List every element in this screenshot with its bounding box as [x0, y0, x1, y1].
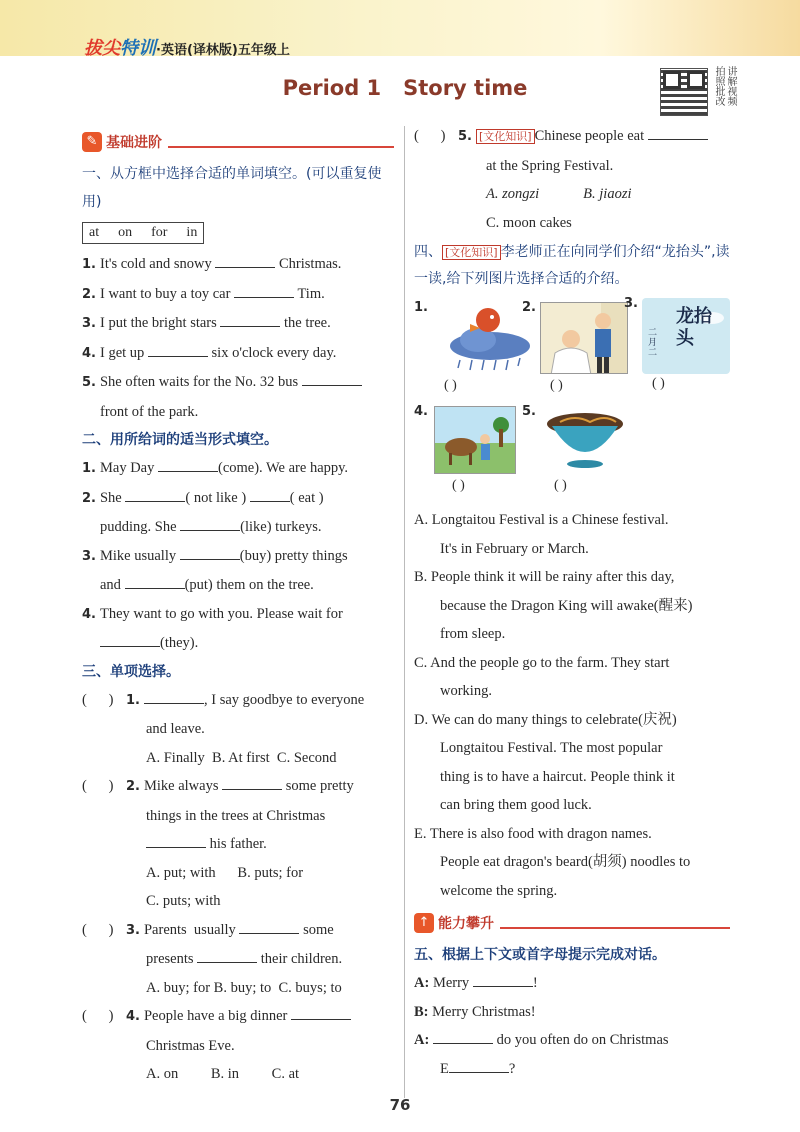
page-title: Period 1 Story time	[282, 76, 528, 100]
item-text: their children.	[260, 951, 343, 967]
item-text: and leave.	[146, 721, 205, 737]
answer-paren[interactable]: ( )	[550, 378, 563, 393]
picture-number: 1.	[414, 300, 428, 315]
section-badge-advanced	[414, 911, 730, 935]
answer-paren[interactable]: ( )	[82, 691, 114, 708]
answer-blank[interactable]	[100, 633, 160, 647]
item-text: at the Spring Festival.	[486, 157, 614, 174]
answer-blank[interactable]	[180, 546, 240, 560]
poster-date: 二月二	[648, 328, 658, 358]
poster-text: 龙抬头	[676, 306, 712, 349]
item-text: Tim.	[297, 285, 325, 302]
description-list	[414, 506, 730, 905]
answer-blank[interactable]	[197, 949, 257, 963]
item-text: ( eat )	[289, 489, 324, 506]
answer-blank[interactable]	[125, 488, 185, 502]
badge-label: 能力攀升	[438, 916, 494, 932]
item-number: 3.	[82, 548, 96, 564]
answer-paren[interactable]: ( )	[652, 376, 665, 391]
choice-question	[82, 1002, 394, 1032]
answer-blank[interactable]	[648, 126, 708, 140]
item-text: Christmas Eve.	[146, 1037, 235, 1054]
item-text: I want to buy a toy car	[99, 285, 231, 302]
item-text: Chinese people eat	[534, 128, 645, 144]
choice-question	[82, 686, 394, 716]
answer-blank[interactable]	[180, 517, 240, 531]
answer-blank[interactable]	[215, 254, 275, 268]
exercise-item	[82, 309, 394, 339]
exercise-item	[82, 629, 394, 658]
speaker: A:	[414, 975, 430, 991]
section-badge-basic	[82, 130, 394, 154]
item-number: 2.	[82, 286, 96, 302]
speaker: B:	[414, 1003, 429, 1020]
item-text: Longtaitou Festival. The most popular	[440, 740, 663, 756]
item-number: 5.	[82, 375, 96, 390]
item-text: ( not like )	[185, 489, 247, 506]
item-number: 2.	[126, 779, 140, 794]
item-text: because the Dragon King will awake(醒来)	[440, 597, 693, 614]
description-item	[414, 820, 730, 849]
section-5-heading: 五、根据上下文或首字母提示完成对话。	[414, 947, 666, 963]
qr-caption: 讲解视频 拍照批改	[713, 66, 736, 106]
item-text: (they).	[160, 635, 199, 651]
item-letter: D.	[414, 711, 429, 728]
item-text-row	[82, 830, 394, 859]
exercise-item	[82, 250, 394, 280]
item-text: the tree.	[284, 315, 331, 331]
answer-blank[interactable]	[291, 1006, 351, 1020]
brand-part-1: 拔尖	[84, 38, 120, 59]
options: A. on B. in C. at	[146, 1066, 300, 1082]
rain-dragon-image	[440, 302, 530, 374]
item-number: 4.	[82, 606, 96, 622]
badge-label: 基础进阶	[106, 135, 162, 151]
item-number: 1.	[82, 257, 96, 272]
item-number: 4.	[126, 1009, 140, 1024]
item-text: (put) them on the tree.	[184, 577, 314, 593]
answer-blank[interactable]	[144, 690, 204, 704]
item-text: It's in February or March.	[440, 540, 589, 557]
picture-number: 4.	[414, 404, 428, 419]
picture-number: 5.	[522, 404, 536, 419]
exercise-item	[82, 542, 394, 572]
item-text: presents	[146, 951, 194, 967]
culture-tag: [文化知识]	[442, 245, 501, 260]
item-text: Christmas.	[279, 256, 342, 272]
item-number: 3.	[126, 922, 140, 938]
dialogue-line	[414, 998, 730, 1027]
dialogue-line	[414, 1026, 730, 1055]
options: A. Finally B. At first C. Second	[146, 749, 337, 766]
item-number: 3.	[82, 316, 96, 331]
divider	[500, 927, 730, 929]
item-number: 4.	[82, 345, 96, 361]
exercise-item	[82, 454, 394, 484]
answer-blank[interactable]	[433, 1030, 493, 1044]
choice-question	[82, 916, 394, 946]
climb-icon: ↑	[414, 913, 434, 933]
culture-tag: [文化知识]	[476, 129, 535, 144]
exercise-item	[82, 368, 394, 398]
answer-blank[interactable]	[148, 343, 208, 357]
item-text: E	[440, 1060, 449, 1077]
item-text: from sleep.	[440, 626, 506, 642]
dialogue-line	[414, 1055, 730, 1084]
heading-text: 李老师正在向同学们介绍“龙抬头”,读一读,给下列图片选择合适的介绍。	[414, 244, 730, 287]
item-text: some	[303, 921, 334, 938]
exercise-item	[82, 571, 394, 600]
item-text: can bring them good luck.	[440, 797, 592, 813]
item-text: We can do many things to celebrate(庆祝)	[431, 711, 677, 728]
option: A. zongzi	[486, 186, 540, 202]
divider	[168, 146, 394, 148]
speaker: A:	[414, 1032, 430, 1048]
picture-number: 3.	[624, 296, 638, 311]
answer-paren[interactable]: ( )	[82, 921, 114, 938]
right-column	[414, 130, 730, 1083]
brand-part-2: 特训	[120, 38, 156, 59]
item-number: 1.	[126, 692, 140, 708]
item-text: I put the bright stars	[99, 315, 217, 331]
item-text: ?	[508, 1060, 516, 1077]
answer-blank[interactable]	[234, 284, 294, 298]
item-text: do you often do on Christmas	[496, 1032, 669, 1048]
section-4-heading	[414, 239, 730, 292]
item-text: People eat dragon's beard(胡须) noodles to	[440, 854, 691, 870]
haircut-image	[540, 302, 628, 374]
answer-paren[interactable]: ( )	[554, 478, 567, 493]
left-column	[82, 130, 394, 1089]
page-number: 76	[389, 1096, 411, 1114]
item-text: They want to go with you. Please wait for	[99, 605, 343, 622]
item-text: working.	[440, 683, 492, 699]
item-text: People have a big dinner	[143, 1008, 288, 1024]
exercise-item	[82, 339, 394, 369]
item-text: , I say goodbye to everyone	[203, 691, 365, 708]
answer-blank[interactable]	[125, 575, 185, 589]
description-item	[414, 563, 730, 592]
item-text: his father.	[209, 836, 267, 852]
item-text: Mike always	[143, 778, 219, 794]
tag-label: 文化知识	[483, 130, 528, 143]
tag-label: 文化知识	[449, 246, 494, 259]
item-text: I get up	[99, 344, 145, 361]
brand-subtitle: ·英语(译林版)五年级上	[156, 43, 290, 58]
item-number: 1.	[82, 461, 96, 476]
options: A. buy; for B. buy; to C. buys; to	[146, 979, 342, 996]
exercise-item	[82, 484, 394, 514]
answer-paren[interactable]: ( )	[82, 1008, 114, 1024]
answer-blank[interactable]	[158, 458, 218, 472]
dragon-beard-noodles-image	[540, 408, 630, 470]
item-number: 2.	[82, 490, 96, 506]
answer-blank[interactable]	[220, 313, 280, 327]
picture-number: 2.	[522, 300, 536, 315]
options-row	[414, 180, 730, 209]
item-letter: E.	[414, 825, 427, 842]
pencil-icon: ✎	[82, 132, 102, 152]
item-text: Longtaitou Festival is a Chinese festival.	[431, 512, 669, 528]
qr-code-icon[interactable]	[660, 68, 708, 116]
option: C. moon cakes	[486, 214, 572, 231]
item-text: Merry Christmas!	[432, 1003, 536, 1020]
exercise-item	[82, 280, 394, 310]
item-text: pudding. She	[100, 519, 177, 535]
answer-paren[interactable]: ( )	[452, 478, 465, 493]
item-text: (come). We are happy.	[217, 460, 349, 476]
options: A. put; with B. puts; for	[146, 864, 304, 881]
item-text: and	[100, 577, 121, 593]
section-3-heading: 三、单项选择。	[82, 663, 180, 680]
choice-question	[82, 772, 394, 802]
answer-blank[interactable]	[250, 488, 290, 502]
item-number: 5.	[458, 129, 472, 144]
answer-blank[interactable]	[302, 372, 362, 386]
item-text: thing is to have a haircut. People think it	[440, 768, 675, 785]
item-text: things in the trees at Christmas	[146, 807, 326, 824]
answer-blank[interactable]	[239, 920, 299, 934]
item-text: And the people go to the farm. They start	[430, 654, 670, 671]
answer-blank[interactable]	[449, 1059, 509, 1073]
item-text: There is also food with dragon names.	[429, 825, 652, 842]
item-text: She	[99, 489, 122, 506]
description-item	[414, 649, 730, 678]
brand	[84, 34, 290, 60]
dialogue-line	[414, 969, 730, 998]
item-text: welcome the spring.	[440, 882, 558, 899]
farming-ox-image	[434, 406, 516, 474]
answer-blank[interactable]	[222, 776, 282, 790]
item-letter: B.	[414, 569, 428, 585]
item-letter: C.	[414, 654, 428, 671]
item-letter: A.	[414, 512, 429, 528]
item-text: Mike usually	[99, 547, 177, 564]
answer-paren[interactable]: ( )	[82, 778, 114, 794]
item-text: !	[532, 975, 538, 991]
description-item	[414, 706, 730, 735]
item-text: People think it will be rainy after this day,	[430, 569, 675, 585]
column-divider	[404, 126, 405, 1098]
item-text: It's cold and snowy	[99, 256, 212, 272]
item-text: (buy) pretty things	[239, 547, 348, 564]
item-text: Merry	[432, 975, 470, 991]
item-text-row	[82, 945, 394, 974]
option: B. jiaozi	[583, 186, 632, 202]
heading-prefix: 四、	[414, 244, 442, 260]
choice-question	[414, 122, 730, 152]
item-text: She often waits for the No. 32 bus	[99, 374, 299, 390]
answer-blank[interactable]	[473, 973, 533, 987]
exercise-item	[82, 600, 394, 630]
item-text: May Day	[99, 460, 155, 476]
word-box: at on for in	[82, 222, 204, 244]
answer-paren[interactable]: ( )	[444, 378, 457, 393]
item-text: six o'clock every day.	[211, 344, 337, 361]
item-text: some pretty	[285, 778, 354, 794]
answer-blank[interactable]	[146, 834, 206, 848]
item-text: front of the park.	[100, 403, 199, 420]
options: C. puts; with	[146, 893, 221, 909]
section-2-heading: 二、用所给词的适当形式填空。	[82, 432, 278, 448]
exercise-item	[82, 513, 394, 542]
section-1-heading: 一、从方框中选择合适的单词填空。(可以重复使用)	[82, 166, 382, 210]
item-text: Parents usually	[143, 921, 236, 938]
answer-paren[interactable]: ( )	[414, 128, 446, 144]
picture-grid	[414, 296, 730, 516]
item-text: (like) turkeys.	[240, 519, 322, 535]
